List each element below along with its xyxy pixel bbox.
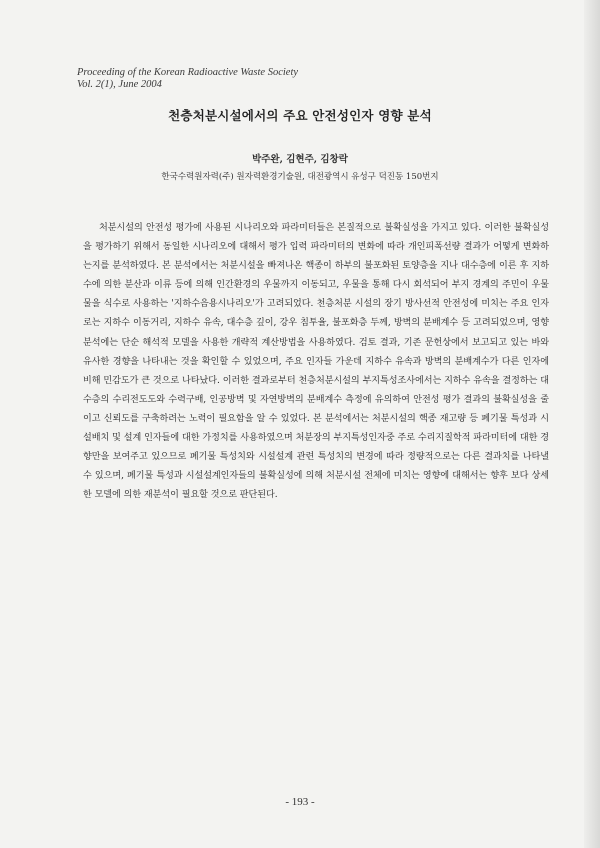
- page-number: - 193 -: [285, 796, 315, 808]
- journal-header: [77, 67, 298, 91]
- author-list: 박주완, 김현주, 김창락: [252, 154, 348, 165]
- journal-volume: Vol. 2(1), June 2004: [77, 79, 162, 90]
- abstract-paragraph: 처분시설의 안전성 평가에 사용된 시나리오와 파라미터들은 본질적으로 불확실성을 가지고 있다. 이러한 불확실성을 평가하기 위해서 동일한 시나리오에 대해서 평가 입력 파라미터의 변화에 따라 개인피폭선량 결과가 어떻게 변화하는지를 분석하였다. 본 분석에서는 처분시설을 빠져나온 핵종이 하부의 불포화된 토양층을 지나 대수층에 이른 후 지하수에 의한 분산과 이류 등에 의해 인간환경의 우물까지 이동되고, 우물을 통해 다시 회석되어 부지 경계의 주민이 우물물을 식수로 사용하는 '지하수음용시나리오'가 고려되었다. 천층처분 시설의 장기 방사선적 안전성에 미치는 주요 인자로는 지하수 이동거리, 지하수 유속, 대수층 깊이, 강우 침투율, 불포화층 두께, 방벽의 분배계수 등 고려되었으며, 영향 분석에는 단순 해석적 모델을 사용한 개략적 계산방법을 사용하였다. 검토 결과, 기존 문헌상에서 보고되고 있는 바와 유사한 경향을 나타내는 것을 확인할 수 있었으며, 주요 인자들 가운데 지하수 유속과 방벽의 분배계수가 다른 인자에 비해 민감도가 큰 것으로 나타났다. 이러한 결과로부터 천층처분시설의 부지특성조사에서는 지하수 유속을 결정하는 대수층의 수리전도도와 수력구배, 인공방벽 및 자연방벽의 분배계수 측정에 유의하여 안전성 평가 결과의 불확실성을 줄이고 신뢰도를 구축하려는 노력이 필요함을 알 수 있었다. 본 분석에서는 처분시설의 핵종 재고량 등 폐기물 특성과 시설배치 및 설계 인자들에 대한 가정치를 사용하였으며 처분장의 부지특성인자중 주로 수리지질학적 파라미터에 대한 경향만을 보여주고 있으므로 폐기물 특성치와 시설설계 관련 특성치의 변경에 따라 정량적으로는 다른 결과치를 나타낼 수 있으며, 폐기물 특성과 시설설계인자들의 불확실성에 의해 처분시설 전체에 미치는 영향에 대해서는 향후 보다 상세한 모델에 의한 재분석이 필요할 것으로 판단된다.: [83, 223, 549, 501]
- page-edge-shadow: [584, 0, 600, 848]
- journal-name: Proceeding of the Korean Radioactive Waste Society: [77, 67, 299, 78]
- paper-title: 천층처분시설에서의 주요 안전성인자 영향 분석: [168, 108, 432, 123]
- author-affiliation: 한국수력원자력(주) 원자력환경기술원, 대전광역시 유성구 덕진동 150번지: [161, 172, 439, 182]
